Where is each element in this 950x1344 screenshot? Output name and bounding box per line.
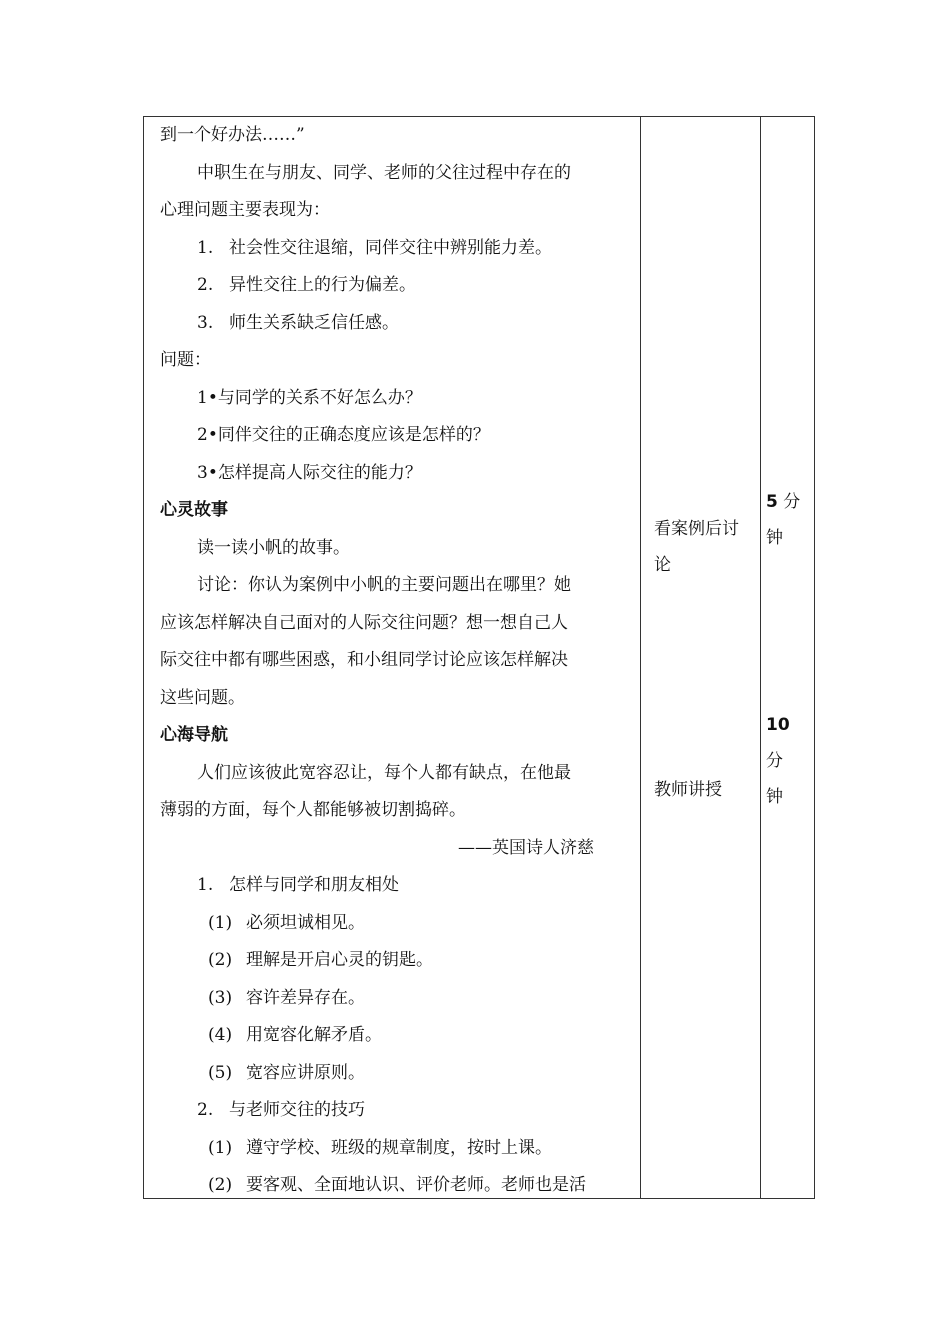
list-text: 怎样与同学和朋友相处 (229, 875, 399, 895)
text-line: 讨论：你认为案例中小帆的主要问题出在哪里？她 (197, 575, 571, 595)
list-text: 师生关系缺乏信任感。 (229, 312, 399, 333)
time-line: 钟 (766, 528, 783, 548)
lesson-table (143, 116, 815, 1199)
time-line: 钟 (766, 787, 783, 807)
list-number: 1. (197, 875, 214, 895)
method-line: 论 (654, 555, 671, 575)
quote-attribution: ——英国诗人济慈 (458, 837, 594, 858)
sub-number: (4) (208, 1025, 233, 1045)
time-5min (766, 484, 810, 556)
list-item (160, 875, 630, 913)
sub-number: (1) (208, 912, 233, 933)
sub-item (160, 1175, 630, 1213)
time-number: 5 (766, 492, 778, 512)
sub-number: (5) (208, 1062, 233, 1083)
sub-item (160, 1025, 630, 1063)
list-text: 异性交往上的行为偏差。 (229, 275, 416, 295)
time-10min (766, 707, 810, 815)
time-line (766, 484, 810, 520)
time-number: 10 (766, 715, 790, 735)
method-case-discussion (654, 511, 754, 583)
list-text: 社会性交往退缩，同伴交往中辨别能力差。 (229, 237, 552, 258)
sub-text: 必须坦诚相见。 (246, 912, 365, 933)
questions-label: 问题： (160, 350, 211, 370)
lesson-content (160, 125, 630, 1213)
list-text: 与老师交往的技巧 (229, 1100, 365, 1120)
sub-number: (2) (208, 1175, 233, 1195)
time-unit: 分 (783, 492, 801, 512)
text-line: 心理问题主要表现为： (160, 200, 330, 220)
method-lecture: 教师讲授 (654, 780, 722, 800)
section-heading: 心灵故事 (160, 500, 228, 520)
text-line: 读一读小帆的故事。 (197, 537, 350, 558)
quote-line: 薄弱的方面，每个人都能够被切割捣碎。 (160, 800, 466, 820)
sub-item (160, 913, 630, 951)
list-number: 2. (197, 275, 214, 295)
list-item (160, 313, 630, 351)
list-number: 2. (197, 1100, 214, 1120)
text-line: 际交往中都有哪些困惑，和小组同学讨论应该怎样解决 (160, 650, 568, 670)
quote-line: 人们应该彼此宽容忍让，每个人都有缺点，在他最 (197, 762, 571, 783)
sub-text: 理解是开启心灵的钥匙。 (246, 950, 433, 970)
question-item: 2•同伴交往的正确态度应该是怎样的？ (197, 425, 490, 445)
text-line: 这些问题。 (160, 687, 245, 708)
sub-item (160, 1063, 630, 1101)
sub-item (160, 1138, 630, 1176)
sub-item (160, 950, 630, 988)
column-divider (760, 117, 761, 1198)
text-line: 应该怎样解决自己面对的人际交往问题？想一想自己人 (160, 612, 568, 633)
sub-number: (2) (208, 950, 233, 970)
list-number: 3. (197, 312, 214, 333)
sub-text: 宽容应讲原则。 (246, 1062, 365, 1083)
list-item (160, 238, 630, 276)
list-item (160, 275, 630, 313)
section-heading: 心海导航 (160, 725, 228, 745)
sub-text: 容许差异存在。 (246, 987, 365, 1008)
text-line: 到一个好办法……” (160, 125, 305, 145)
column-divider (640, 117, 641, 1198)
sub-item (160, 988, 630, 1026)
question-item: 3•怎样提高人际交往的能力？ (197, 462, 422, 483)
list-number: 1. (197, 237, 214, 258)
sub-text: 用宽容化解矛盾。 (246, 1025, 382, 1045)
question-item: 1•与同学的关系不好怎么办？ (197, 387, 422, 408)
time-line: 分 (766, 751, 783, 771)
sub-number: (3) (208, 987, 233, 1008)
sub-text: 要客观、全面地认识、评价老师。老师也是活 (246, 1175, 586, 1195)
method-line: 看案例后讨 (654, 519, 739, 539)
sub-text: 遵守学校、班级的规章制度，按时上课。 (246, 1137, 552, 1158)
sub-number: (1) (208, 1137, 233, 1158)
text-line: 中职生在与朋友、同学、老师的父往过程中存在的 (197, 162, 571, 183)
list-item (160, 1100, 630, 1138)
